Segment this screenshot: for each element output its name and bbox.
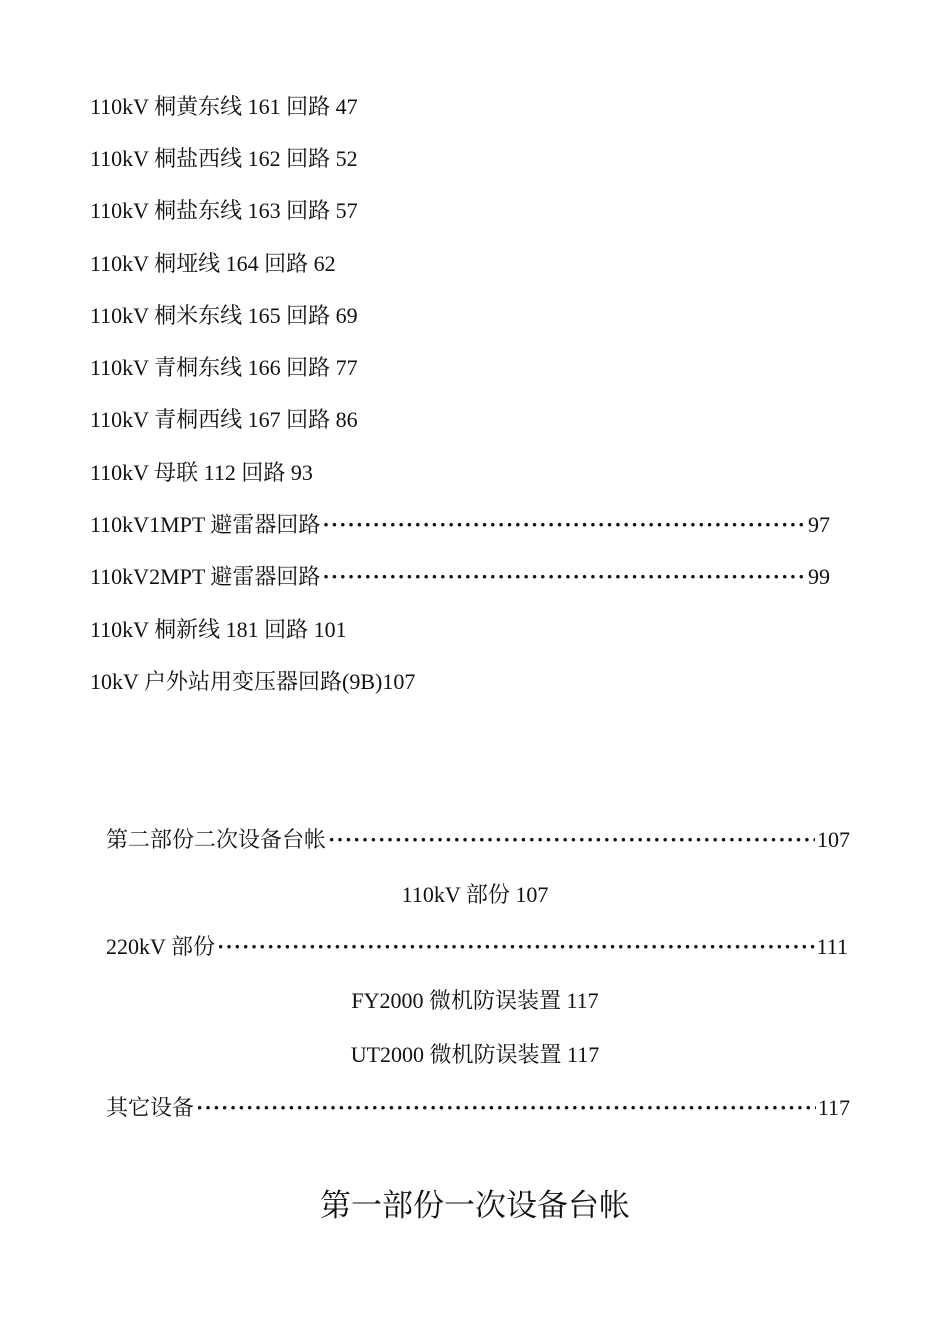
toc-line: 110kV 青桐西线 167 回路 86 <box>90 407 358 432</box>
toc-page: 107 <box>817 827 850 852</box>
toc-line: 10kV 户外站用变压器回路(9B)107 <box>90 669 416 694</box>
toc-line: 110kV 青桐东线 166 回路 77 <box>90 355 358 380</box>
toc-line: 110kV 桐黄东线 161 回路 47 <box>90 94 358 119</box>
toc-dotted-line <box>90 512 830 538</box>
toc-dotted-line <box>106 827 850 853</box>
toc-page: 97 <box>808 512 830 537</box>
toc-label: 其它设备 <box>106 1095 195 1120</box>
toc-page: 99 <box>808 564 830 589</box>
toc-dotted-line <box>106 1095 850 1121</box>
toc-centered-line: UT2000 微机防误装置 117 <box>350 1042 600 1067</box>
toc-label: 110kV1MPT 避雷器回路 <box>90 512 321 537</box>
toc-line: 110kV 母联 112 回路 93 <box>90 460 313 485</box>
toc-line: 110kV 桐盐西线 162 回路 52 <box>90 146 358 171</box>
toc-centered-line: 110kV 部份 107 <box>401 882 549 907</box>
toc-label: 第二部份二次设备台帐 <box>106 827 327 852</box>
leader-dots <box>322 512 806 538</box>
leader-dots <box>196 1095 816 1121</box>
leader-dots <box>217 934 815 960</box>
toc-line: 110kV 桐新线 181 回路 101 <box>90 617 347 642</box>
toc-line: 110kV 桐垭线 164 回路 62 <box>90 251 336 276</box>
toc-dotted-line <box>106 934 848 960</box>
leader-dots <box>328 827 815 853</box>
leader-dots <box>322 564 806 590</box>
toc-dotted-line <box>90 564 830 590</box>
toc-centered-line: FY2000 微机防误装置 117 <box>351 988 599 1013</box>
section-heading: 第一部份一次设备台帐 <box>320 1188 630 1224</box>
toc-label: 220kV 部份 <box>106 934 215 959</box>
toc-line: 110kV 桐米东线 165 回路 69 <box>90 303 358 328</box>
toc-page: 111 <box>816 934 848 959</box>
toc-page: 117 <box>817 1095 850 1120</box>
toc-label: 110kV2MPT 避雷器回路 <box>90 564 321 589</box>
toc-line: 110kV 桐盐东线 163 回路 57 <box>90 198 358 223</box>
